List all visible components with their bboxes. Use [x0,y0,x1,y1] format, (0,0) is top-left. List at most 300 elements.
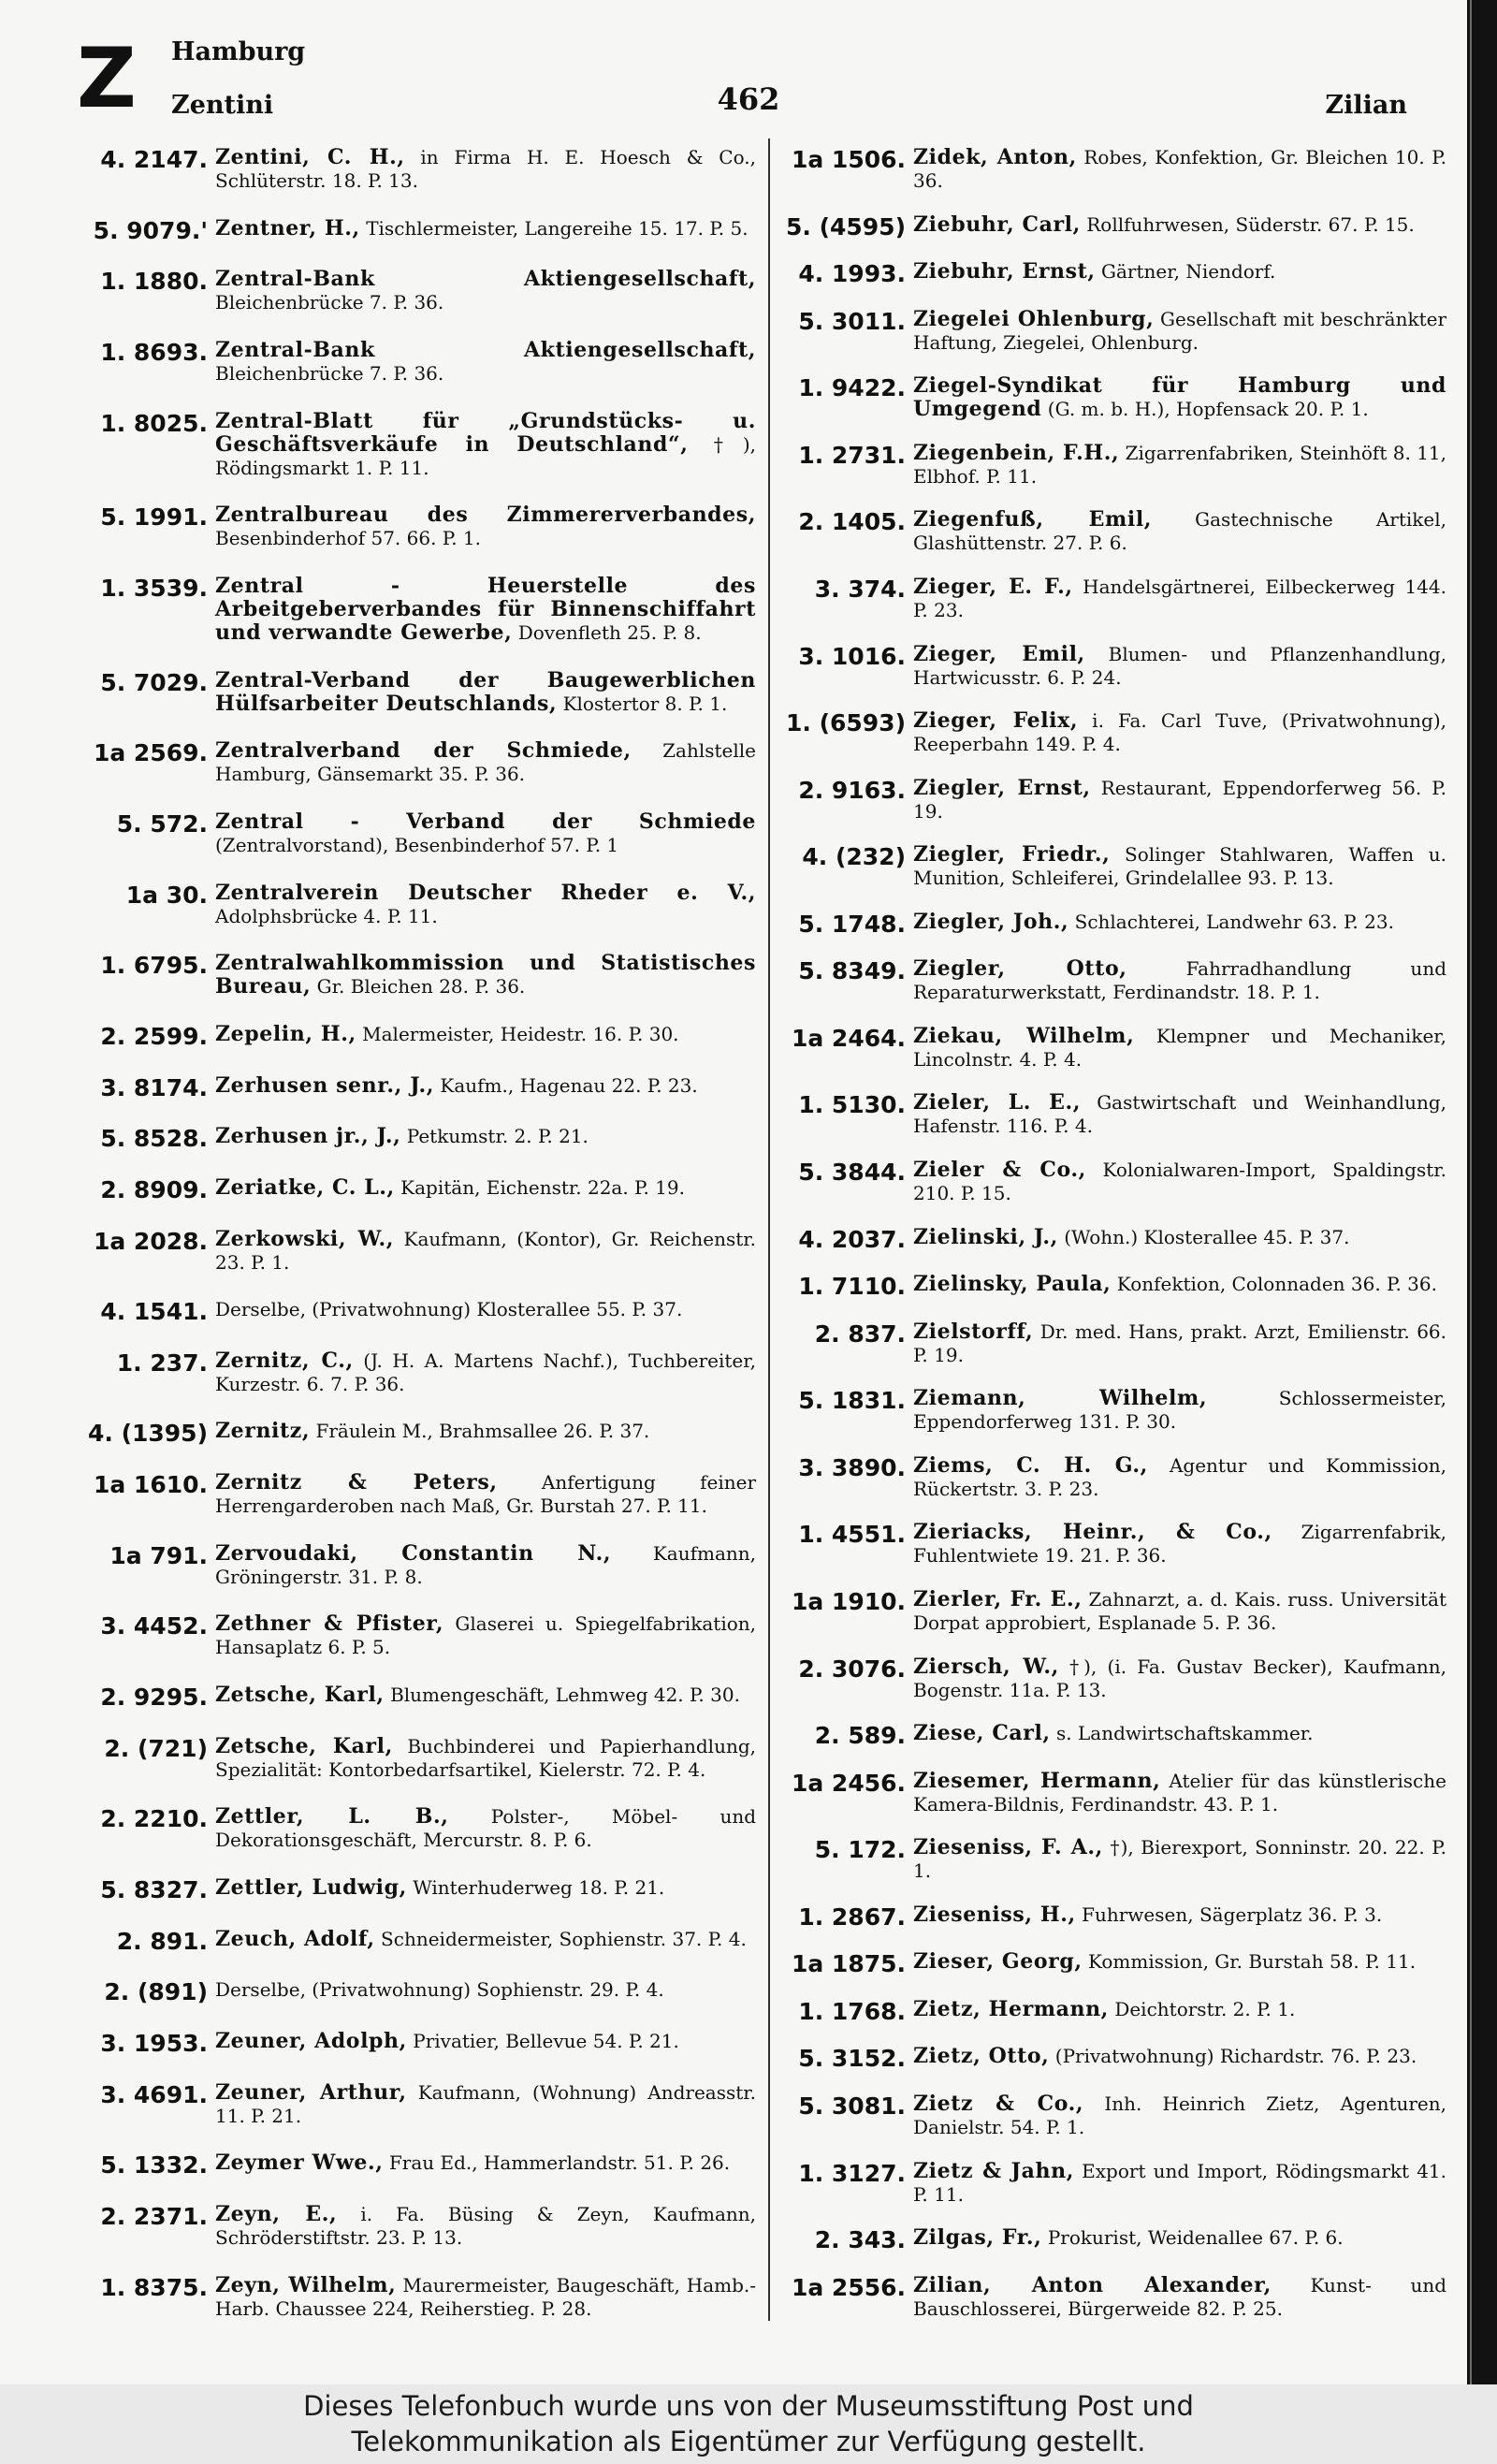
phone-number: 1. 2731. [798,441,906,469]
directory-entry [778,1521,1446,1567]
entry-name: Zierler, Fr. E., [913,1586,1083,1611]
entry-text [913,2226,1446,2250]
directory-entry [778,957,1446,1004]
directory-entry [77,1228,756,1275]
directory-entry [778,911,1446,938]
entry-name: Zilian, Anton Alexander, [913,2272,1272,2297]
directory-entry [778,1454,1446,1501]
directory-entry [778,1387,1446,1434]
entry-name: Zethner & Pfister, [215,1611,444,1637]
phone-number: 5. 1748. [798,910,906,938]
entry-name: Zietz, Hermann, [913,1996,1109,2021]
entry-details: Schlossermeister, Eppendorferweg 131. P. 30. [913,1387,1446,1434]
entry-text [913,1521,1446,1567]
phone-number: 3. 8174. [100,1073,208,1101]
entry-name: Zentral - Heuerstelle des Arbeitgeberverbandes für Binnenschiffahrt und verwandte Gewerbe, [215,573,756,645]
entry-name: Zilgas, Fr., [913,2225,1042,2251]
entry-name: Zieler & Co., [913,1158,1086,1182]
directory-entry [778,843,1446,890]
entry-text [913,1588,1446,1635]
directory-entry [778,1722,1446,1749]
entry-details: Privatier, Bellevue 54. P. 21. [413,2030,679,2053]
directory-entry [778,1836,1446,1883]
directory-entry [778,643,1446,690]
phone-number: 2. 837. [814,1319,906,1348]
directory-entry [77,339,756,386]
phone-number: 5. 7029. [100,668,208,696]
phone-number: 5. 3152. [798,2045,906,2073]
entry-name: Zerhusen senr., J., [215,1072,435,1098]
entry-text [215,1420,756,1443]
entry-details: Kaufmann, Gröningerstr. 31. P. 8. [215,1541,756,1588]
entry-details: (Wohn.) Klosterallee 45. P. 37. [1064,1225,1350,1248]
entry-name: Zeyn, Wilhelm, [215,2272,397,2297]
entry-text [913,1320,1446,1367]
directory-entry [77,268,756,314]
entry-text [215,1542,756,1589]
entry-details: Zigarrenfabriken, Steinhöft 8. 11, Elbhof. P. 11. [913,441,1447,488]
directory-entry [778,213,1446,241]
entry-details: Prokurist, Weidenallee 67. P. 6. [1047,2226,1344,2250]
directory-entry [778,1950,1446,1977]
entry-name: Zieser, Georg, [913,1949,1083,1975]
entry-details: Klostertor 8. P. 1. [562,692,728,715]
phone-number: 1a 791. [109,1541,208,1569]
entry-text [913,1091,1446,1138]
entry-details: Inh. Heinrich Zietz, Agenturen, Danielstr. 54. P. 1. [913,2092,1447,2138]
entry-text [913,2092,1446,2139]
phone-number: 2. 9163. [798,776,906,804]
entry-name: Ziese, Carl, [913,1721,1051,1746]
entry-name: Ziegel-Syndikat für Hamburg und Umgegend [913,373,1446,422]
entry-details: Gärtner, Niendorf. [1101,260,1276,284]
directory-entry [778,2274,1446,2321]
phone-number: 2. 589. [814,1722,906,1750]
phone-number: 1. 8025. [100,409,208,437]
entry-details: Rollfuhrwesen, Süderstr. 67. P. 15. [1086,212,1415,236]
directory-entry [77,146,756,193]
entry-name: Zielstorff, [913,1319,1034,1344]
directory-entry [77,2151,756,2179]
entry-text [215,1298,756,1321]
entry-text [913,2160,1446,2207]
entry-details: Gastwirtschaft und Weinhandlung, Hafenstr. 116. P. 4. [913,1091,1447,1138]
directory-entry [77,1735,756,1782]
entry-details: i. Fa. Carl Tuve, (Privatwohnung), Reeperbahn 149. P. 4. [913,709,1446,756]
entry-text [913,1903,1446,1927]
phone-number: 2. 1405. [798,508,906,536]
phone-number: 1. 8693. [100,338,208,366]
entry-name: Zentral-Bank Aktiengesellschaft, [215,337,756,362]
entry-text [215,1023,756,1046]
phone-number: 2. 2210. [100,1805,208,1833]
entry-details: Kolonialwaren-Import, Spaldingstr. 210. P. 15. [913,1159,1446,1204]
directory-entry [77,1349,756,1396]
entry-name: Zielinsky, Paula, [913,1272,1112,1297]
entry-name: Zentini, C. H., [215,145,405,169]
entry-text [215,1735,756,1782]
section-letter: Z [77,30,137,126]
entry-details: Fräulein M., Brahmsallee 26. P. 37. [315,1420,650,1443]
phone-number: 1. 4551. [798,1521,906,1549]
entry-text [913,1998,1446,2021]
first-keyword: Zentini [171,91,274,120]
entry-text [215,1228,756,1275]
phone-number: 2. (721) [104,1734,208,1762]
directory-entry [778,2045,1446,2072]
entry-name: Zentral - Verband der Schmiede [215,809,756,834]
entry-details: in Firma H. E. Hoesch & Co., Schlüterstr. 18. P. 13. [215,146,756,192]
entry-details: Restaurant, Eppendorferweg 56. P. 19. [913,776,1446,823]
entry-text [913,643,1446,690]
entry-details: Derselbe, (Privatwohnung) Klosterallee 55. P. 37. [215,1298,683,1321]
directory-entry [77,1074,756,1101]
phone-number: 1. 6795. [100,952,208,980]
entry-text [215,410,756,480]
entry-text [913,146,1446,193]
entry-details: Solinger Stahlwaren, Waffen u. Munition, Schleiferei, Grindelallee 93. P. 13. [913,843,1446,890]
entry-text [215,2203,756,2250]
entry-name: Zerhusen jr., J., [215,1124,401,1149]
entry-details: Atelier für das künstlerische Kamera-Bildnis, Ferdinandstr. 43. P. 1. [913,1769,1446,1815]
entry-name: Ziegelei Ohlenburg, [913,306,1155,331]
directory-entry [77,1876,756,1903]
entry-text [215,2274,756,2321]
directory-entry [77,410,756,480]
entry-details: Konfektion, Colonnaden 36. P. 36. [1116,1273,1437,1296]
entry-text [215,146,756,193]
directory-entry [778,1903,1446,1931]
phone-number: 2. 3076. [798,1655,906,1683]
entry-details: Derselbe, (Privatwohnung) Sophienstr. 29. P. 4. [215,1978,664,2002]
entry-details: (Zentralvorstand), Besenbinderhof 57. P. 1 [215,833,619,856]
entry-name: Ziegler, Otto, [913,956,1127,982]
entry-text [913,1273,1446,1296]
phone-number: 2. 2599. [100,1022,208,1050]
entry-details: Gr. Bleichen 28. P. 36. [316,975,526,999]
phone-number: 1a 2464. [791,1024,906,1052]
entry-details: s. Landwirtschaftskammer. [1056,1722,1314,1745]
phone-number: 2. 891. [116,1927,208,1955]
directory-entry [77,2274,756,2321]
entry-name: Zentral-Verband der Baugewerblichen Hülfsarbeiter Deutschlands, [215,667,756,716]
entry-name: Ziemann, Wilhelm, [913,1386,1208,1411]
directory-entry [77,1298,756,1325]
directory-entry [778,1273,1446,1300]
entry-text [913,576,1446,622]
entry-text [215,1074,756,1098]
directory-entry [77,2203,756,2250]
entry-details: Buchbinderei und Papierhandlung, Spezialität: Kontorbedarfsartikel, Kielerstr. 72. P. 4. [215,1734,756,1781]
entry-text [913,1454,1446,1501]
entry-details: Export und Import, Rödingsmarkt 41. P. 11. [913,2159,1447,2206]
entry-text [215,1928,756,1951]
entry-details: Winterhuderweg 18. P. 21. [413,1876,665,1900]
phone-number: 5. 8349. [798,957,906,985]
entry-name: Zieseniss, H., [913,1902,1076,1927]
entry-text [913,843,1446,890]
entry-details: Zahnarzt, a. d. Kais. russ. Universität Dorpat approbiert, Esplanade 5. P. 36. [913,1587,1447,1634]
entry-name: Zepelin, H., [215,1021,356,1046]
entry-details: (Privatwohnung) Richardstr. 76. P. 23. [1054,2045,1417,2068]
phone-number: 5. 572. [116,809,208,838]
entry-text [913,1655,1446,1702]
phone-number: 5. 3011. [798,307,906,335]
directory-entry [778,442,1446,488]
entry-text [913,2045,1446,2068]
entry-text [913,1722,1446,1745]
phone-number: 5. 3844. [798,1159,906,1186]
entry-text [913,1950,1446,1974]
phone-number: 5. 9079.' [93,216,208,244]
page-number: 462 [717,81,780,117]
phone-number: 4. (232) [802,843,906,871]
directory-entry [77,739,756,786]
entry-name: Ziebuhr, Carl, [913,211,1081,237]
phone-number: 3. 1016. [798,642,906,670]
entry-name: Ziems, C. H. G., [913,1452,1148,1478]
directory-entry [778,1588,1446,1635]
entry-details: Besenbinderhof 57. 66. P. 1. [215,527,482,550]
entry-text [215,268,756,314]
phone-number: 1a 2028. [93,1227,208,1255]
entry-text [913,508,1446,555]
phone-number: 4. 2147. [100,146,208,173]
entry-details: Kommission, Gr. Burstah 58. P. 11. [1087,1950,1417,1974]
entry-details: Adolphsbrücke 4. P. 11. [215,904,438,927]
phone-number: 4. 2037. [798,1225,906,1253]
entry-text [215,217,756,241]
directory-entry [778,374,1446,421]
directory-entry [778,1770,1446,1816]
entry-details: Anfertigung feiner Herrengarderoben nach Maß, Gr. Burstah 27. P. 11. [215,1471,756,1518]
directory-entry [778,2092,1446,2139]
entry-text [913,2274,1446,2321]
directory-entry [778,1655,1446,1702]
directory-entry [778,1320,1446,1367]
entry-details: i. Fa. Büsing & Zeyn, Kaufmann, Schröderstiftstr. 23. P. 13. [215,2203,757,2249]
directory-entry [778,1226,1446,1253]
entry-text [215,1805,756,1852]
entry-name: Zietz, Otto, [913,2044,1050,2069]
directory-entry [77,1420,756,1447]
entry-details: Kapitän, Eichenstr. 22a. P. 19. [400,1175,685,1199]
phone-number: 2. 9295. [100,1684,208,1712]
entry-details: Tischlermeister, Langereihe 15. 17. P. 5. [366,216,748,240]
entry-name: Zielinski, J., [913,1224,1058,1249]
directory-entry [77,1125,756,1152]
phone-number: 1. 237. [116,1349,208,1377]
entry-text [913,1159,1446,1205]
phone-number: 5. 3081. [798,2092,906,2120]
entry-text [913,1025,1446,1072]
entry-details: Blumengeschäft, Lehmweg 42. P. 30. [390,1684,740,1707]
entry-details: Malermeister, Heidestr. 16. P. 30. [362,1022,679,1045]
entry-name: Zeuner, Arthur, [215,2079,407,2105]
entry-details: Polster-, Möbel- und Dekorationsgeschäft, Mercurstr. 8. P. 6. [215,1805,757,1852]
entry-name: Zervoudaki, Constantin N., [215,1540,612,1566]
directory-entry [778,1159,1446,1205]
entry-name: Zentralwahlkommission und Statistisches Bureau, [215,951,756,999]
entry-name: Zentralverband der Schmiede, [215,738,632,764]
entry-name: Ziegler, Joh., [913,909,1069,934]
entry-details: (J. H. A. Martens Nachf.), Tuchbereiter, Kurzestr. 6. 7. P. 36. [215,1349,756,1395]
directory-entry [77,1928,756,1955]
directory-entry [77,1612,756,1659]
entry-details: Blumen- und Pflanzenhandlung, Hartwicusstr. 6. P. 24. [913,642,1447,689]
phone-number: 4. 1993. [798,260,906,288]
entry-text [913,442,1446,488]
phone-number: 5. 1332. [100,2151,208,2180]
entry-text [215,669,756,716]
entry-text [215,1471,756,1518]
entry-details: Zigarrenfabrik, Fuhlentwiete 19. 21. P. 36. [913,1521,1446,1567]
phone-number: 2. 343. [814,2226,906,2254]
phone-number: 5. 8327. [100,1876,208,1904]
directory-entry [77,1176,756,1203]
footer-line-1: Dieses Telefonbuch wurde uns von der Museumsstiftung Post und [303,2390,1194,2422]
entry-text [215,503,756,550]
entry-text [913,1836,1446,1883]
entry-name: Zerkowski, W., [215,1226,394,1251]
entry-details: Dr. med. Hans, prakt. Arzt, Emilienstr. 66. P. 19. [913,1319,1447,1366]
entry-text [913,374,1446,421]
column-divider [768,139,770,2321]
entry-name: Zentner, H., [215,215,360,241]
entry-name: Zeyn, E., [215,2202,338,2226]
directory-entry [77,1805,756,1852]
phone-number: 2. 8909. [100,1175,208,1203]
directory-entry [778,777,1446,824]
left-column [77,146,756,2321]
entry-name: Zidek, Anton, [913,145,1077,169]
entry-name: Zieler, L. E., [913,1090,1082,1115]
directory-entry [77,1471,756,1518]
entry-name: Zentralbureau des Zimmererverbandes, [215,503,756,528]
entry-details: Schneidermeister, Sophienstr. 37. P. 4. [381,1927,747,1950]
directory-entry [77,2081,756,2128]
entry-text [215,1612,756,1659]
phone-number: 5. 1831. [798,1387,906,1415]
phone-number: 3. 4691. [100,2080,208,2108]
entry-text [913,1226,1446,1249]
phone-number: 1a 2569. [93,739,208,767]
entry-name: Zeymer Wwe., [215,2151,384,2176]
last-keyword: Zilian [1325,91,1407,120]
entry-text [215,2030,756,2053]
entry-details: Glaserei u. Spiegelfabrikation, Hansaplatz 6. P. 5. [215,1612,756,1659]
entry-text [913,911,1446,934]
phone-number: 4. (1395) [87,1420,208,1448]
entry-name: Ziegenbein, F.H., [913,440,1120,465]
entry-text [215,882,756,928]
entry-text [215,575,756,645]
entry-text [913,957,1446,1004]
entry-details: Kaufmann, (Kontor), Gr. Reichenstr. 23. P. 1. [215,1227,756,1274]
entry-details: Robes, Konfektion, Gr. Bleichen 10. P. 36. [913,146,1446,192]
entry-name: Zentral-Blatt für „Grundstücks- u. Geschäftsverkäufe in Deutschland“, [215,408,756,457]
phone-number: 3. 374. [814,575,906,603]
phone-number: 1. 3539. [100,574,208,602]
entry-name: Zieriacks, Heinr., & Co., [913,1520,1272,1545]
phone-number: 1. 3127. [798,2159,906,2187]
entry-text [215,739,756,786]
phone-number: 2. (891) [104,1978,208,2006]
entry-text [215,2081,756,2128]
footer-line-2: Telekommunikation als Eigentümer zur Verfügung gestellt. [351,2426,1146,2457]
phone-number: 1a 1610. [93,1471,208,1499]
entry-name: Zietz & Jahn, [913,2158,1074,2183]
entry-details: Bleichenbrücke 7. P. 36. [215,291,444,314]
directory-entry [778,1998,1446,2025]
phone-number: 2. 2371. [100,2203,208,2230]
directory-entry [77,669,756,716]
directory-entry [778,1091,1446,1138]
entry-details: Dovenfleth 25. P. 8. [517,620,702,644]
entry-name: Zieger, Emil, [913,641,1085,666]
entry-name: Zietz & Co., [913,2092,1084,2116]
phone-number: 5. 8528. [100,1125,208,1153]
phone-number: 1a 2556. [791,2273,906,2301]
entry-text [913,213,1446,237]
phone-number: 1. (6593) [785,709,906,737]
directory-entry [77,1542,756,1589]
entry-text [913,308,1446,355]
footer-notice [0,2384,1497,2464]
directory-entry [778,508,1446,555]
page-edge-shadow [1467,0,1497,2384]
entry-details: †), Rödingsmarkt 1. P. 11. [215,432,756,479]
entry-name: Ziekau, Wilhelm, [913,1023,1135,1048]
phone-number: 1a 2456. [791,1769,906,1797]
entry-name: Zeriatke, C. L., [215,1174,395,1200]
entry-text [215,1876,756,1900]
entry-name: Zieger, E. F., [913,574,1073,599]
entry-name: Ziegler, Friedr., [913,842,1111,868]
entry-name: Ziersch, W., [913,1654,1059,1679]
directory-entry [77,575,756,645]
entry-name: Zettler, L. B., [215,1804,449,1830]
directory-entry [778,260,1446,287]
entry-name: Ziegenfuß, Emil, [913,507,1153,532]
entry-name: Zettler, Ludwig, [215,1875,407,1901]
entry-text [215,1125,756,1148]
directory-entry [77,952,756,999]
entry-name: Zentral-Bank Aktiengesellschaft, [215,267,756,292]
entry-details: Gastechnische Artikel, Glashüttenstr. 27. P. 6. [913,508,1446,555]
directory-entry [778,1025,1446,1072]
entry-name: Zentralverein Deutscher Rheder e. V., [215,880,756,905]
entry-details: Bleichenbrücke 7. P. 36. [215,361,444,385]
entry-details: Fahrradhandlung und Reparaturwerkstatt, Ferdinandstr. 18. P. 1. [913,957,1447,1004]
directory-entry [778,308,1446,355]
entry-details: Deichtorstr. 2. P. 1. [1114,1997,1296,2020]
phone-number: 5. (4595) [785,212,906,241]
entry-text [215,1349,756,1396]
entry-details: Fuhrwesen, Sägerplatz 36. P. 3. [1082,1903,1383,1926]
entry-name: Zernitz & Peters, [215,1470,498,1495]
entry-name: Zeuner, Adolph, [215,2029,407,2054]
directory-entry [77,1978,756,2005]
directory-entry [77,217,756,244]
phone-number: 1. 9422. [798,374,906,402]
phone-number: 1. 7110. [798,1273,906,1301]
entry-details: Kaufm., Hagenau 22. P. 23. [440,1073,698,1097]
phone-number: 5. 172. [814,1836,906,1864]
entry-text [913,1770,1446,1816]
phone-number: 1a 1506. [791,146,906,173]
phone-number: 1. 5130. [798,1091,906,1119]
